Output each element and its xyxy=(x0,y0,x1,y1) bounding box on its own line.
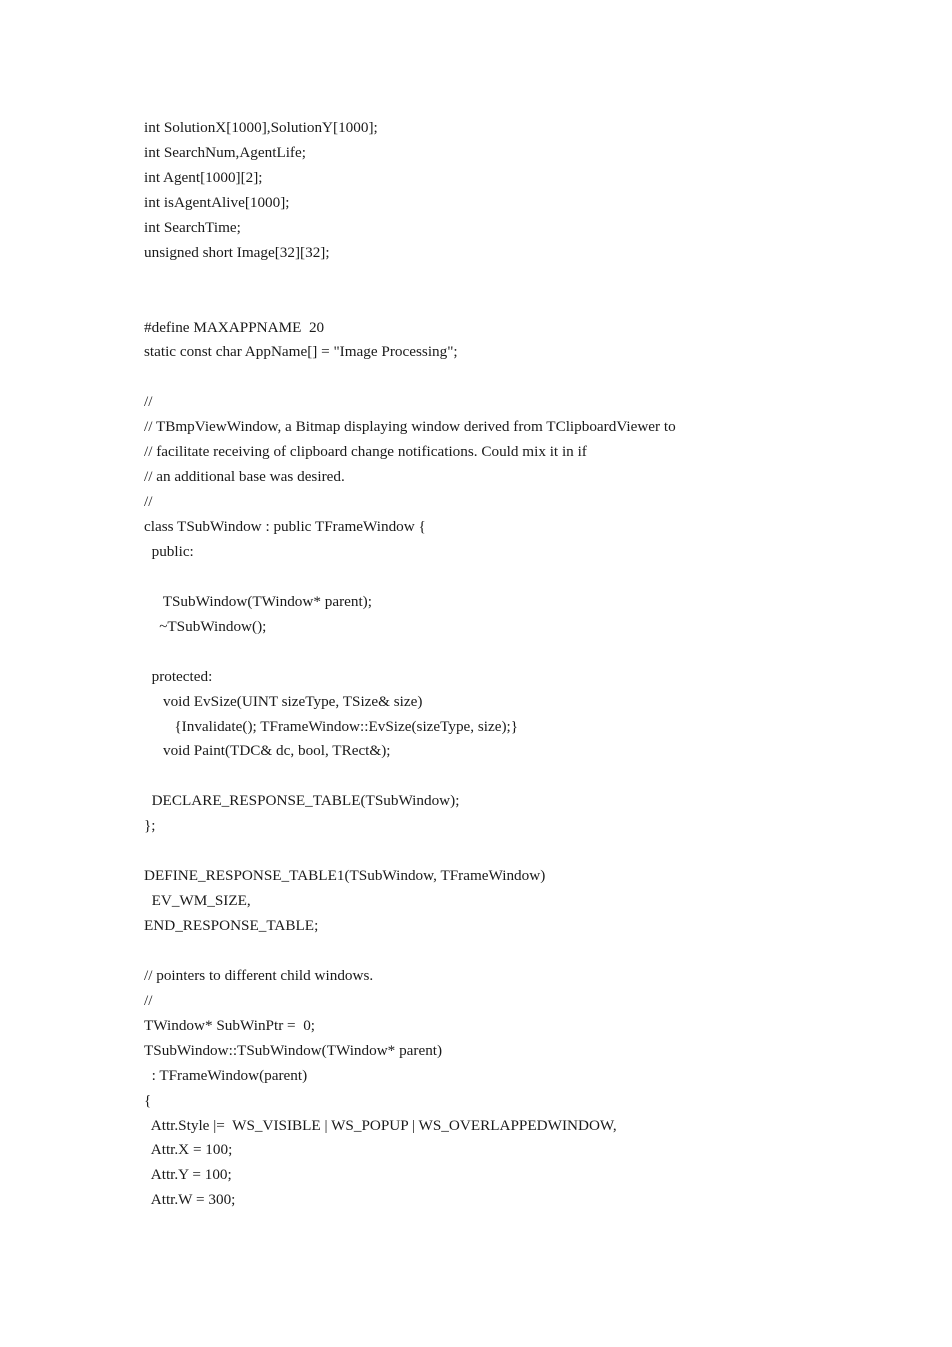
code-line: int SolutionX[1000],SolutionY[1000]; xyxy=(144,119,378,136)
code-line xyxy=(144,839,924,864)
code-listing xyxy=(144,116,924,1213)
code-line: DEFINE_RESPONSE_TABLE1(TSubWindow, TFrameWindow) xyxy=(144,867,546,885)
code-line xyxy=(144,640,924,665)
code-line: : TFrameWindow(parent) xyxy=(144,1066,308,1084)
code-line: Attr.Style |= WS_VISIBLE | WS_POPUP | WS_OVERLAPPEDWINDOW, xyxy=(144,1116,617,1134)
code-line: // facilitate receiving of clipboard change notifications. Could mix it in if xyxy=(144,443,587,461)
code-line xyxy=(144,764,924,789)
code-line: TSubWindow(TWindow* parent); xyxy=(144,592,372,610)
code-line: EV_WM_SIZE, xyxy=(144,892,251,910)
code-line: // xyxy=(144,493,153,511)
code-line: ~TSubWindow(); xyxy=(144,617,267,635)
code-line: }; xyxy=(144,817,156,835)
code-line: // TBmpViewWindow, a Bitmap displaying window derived from TClipboardViewer to xyxy=(144,418,676,436)
code-line xyxy=(144,565,924,590)
code-line: int SearchNum,AgentLife; xyxy=(144,143,306,161)
code-line: Attr.W = 300; xyxy=(144,1191,236,1209)
code-line: // xyxy=(144,991,153,1009)
code-line: TWindow* SubWinPtr = 0; xyxy=(144,1016,316,1034)
code-line: { xyxy=(144,1091,152,1109)
code-line: Attr.Y = 100; xyxy=(144,1166,232,1184)
code-line: int isAgentAlive[1000]; xyxy=(144,193,290,211)
code-line xyxy=(144,365,924,390)
code-line xyxy=(144,291,924,316)
code-line: DECLARE_RESPONSE_TABLE(TSubWindow); xyxy=(144,792,460,810)
code-line: static const char AppName[] = "Image Processing"; xyxy=(144,343,458,361)
code-line xyxy=(144,939,924,964)
code-line: int SearchTime; xyxy=(144,218,241,236)
code-line: END_RESPONSE_TABLE; xyxy=(144,917,319,934)
code-line: // an additional base was desired. xyxy=(144,468,345,486)
code-line: public: xyxy=(144,542,194,560)
code-line: // pointers to different child windows. xyxy=(144,966,374,984)
code-line: #define MAXAPPNAME 20 xyxy=(144,318,325,336)
code-line: void Paint(TDC& dc, bool, TRect&); xyxy=(144,742,391,760)
code-line: class TSubWindow : public TFrameWindow { xyxy=(144,518,426,535)
code-line: TSubWindow::TSubWindow(TWindow* parent) xyxy=(144,1041,443,1059)
code-line xyxy=(144,266,924,291)
code-line: {Invalidate(); TFrameWindow::EvSize(sizeType, size);} xyxy=(144,717,519,735)
code-line: protected: xyxy=(144,667,213,685)
code-line: void EvSize(UINT sizeType, TSize& size) xyxy=(144,692,423,710)
code-line: int Agent[1000][2]; xyxy=(144,168,263,186)
code-line: // xyxy=(144,393,153,411)
code-line: Attr.X = 100; xyxy=(144,1141,233,1159)
code-line: unsigned short Image[32][32]; xyxy=(144,243,330,261)
